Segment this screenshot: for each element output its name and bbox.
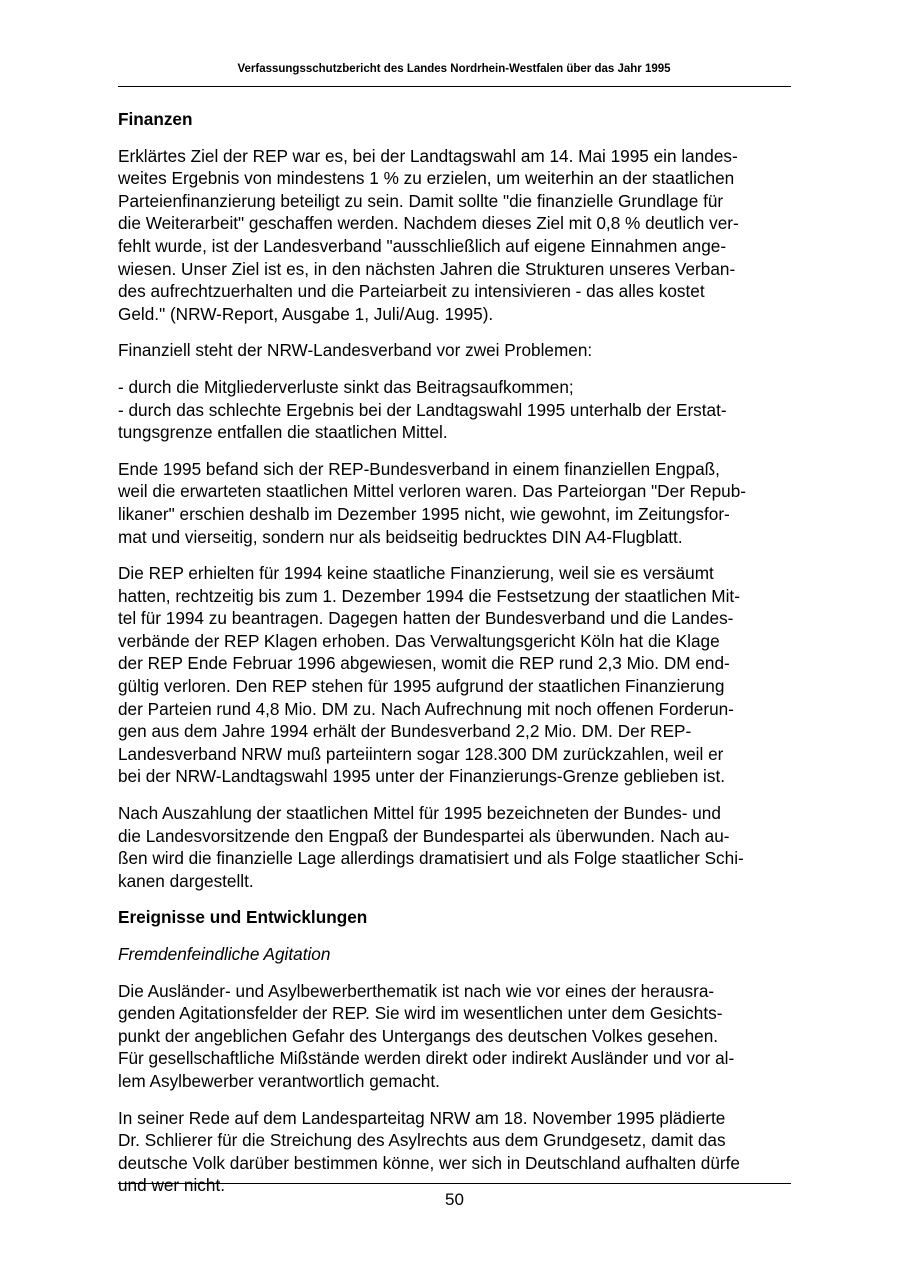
text-line: deutsche Volk darüber bestimmen könne, wer sich in Deutschland aufhalten dürfe <box>118 1152 740 1173</box>
text-line: fehlt wurde, ist der Landesverband "ausschließlich auf eigene Einnahmen ange- <box>118 235 727 256</box>
section-heading-finanzen: Finanzen <box>118 109 193 129</box>
text-line: gültig verloren. Den REP stehen für 1995 aufgrund der staatlichen Finanzierung <box>118 676 725 697</box>
section-heading-ereignisse: Ereignisse und Entwicklungen <box>118 907 368 928</box>
subheading-fremdenfeindliche-agitation: Fremdenfeindliche Agitation <box>118 944 331 964</box>
paragraph-finanzen-2 <box>118 339 798 362</box>
text-line: Für gesellschaftliche Mißstände werden direkt oder indirekt Ausländer und vor al- <box>118 1048 735 1069</box>
paragraph-finanzen-6 <box>118 802 798 892</box>
text-line: bei der NRW-Landtagswahl 1995 unter der Finanzierungs-Grenze geblieben ist. <box>118 766 726 787</box>
list-item: tungsgrenze entfallen die staatlichen Mittel. <box>118 422 448 443</box>
list-item: - durch die Mitgliederverluste sinkt das Beitragsaufkommen; <box>118 376 574 397</box>
text-line: mat und vierseitig, sondern nur als beidseitig bedrucktes DIN A4-Flugblatt. <box>118 526 683 547</box>
text-line: genden Agitationsfelder der REP. Sie wird im wesentlichen unter dem Gesichts- <box>118 1003 723 1024</box>
paragraph-finanzen-4 <box>118 458 798 548</box>
text-line: kanen dargestellt. <box>118 870 254 891</box>
text-line: tel für 1994 zu beantragen. Dagegen hatten der Bundesverband und die Landes- <box>118 608 734 629</box>
text-line: Geld." (NRW-Report, Ausgabe 1, Juli/Aug. 1995). <box>118 303 494 324</box>
text-line: Nach Auszahlung der staatlichen Mittel für 1995 bezeichneten der Bundes- und <box>118 803 721 824</box>
text-line: gen aus dem Jahre 1994 erhält der Bundesverband 2,2 Mio. DM. Der REP- <box>118 721 692 742</box>
text-line: verbände der REP Klagen erhoben. Das Verwaltungsgericht Köln hat die Klage <box>118 630 720 651</box>
footer-rule <box>118 1183 791 1184</box>
text-line: lem Asylbewerber verantwortlich gemacht. <box>118 1070 440 1091</box>
text-line: likaner" erschien deshalb im Dezember 1995 nicht, wie gewohnt, im Zeitungsfor- <box>118 503 730 524</box>
text-line: Erklärtes Ziel der REP war es, bei der Landtagswahl am 14. Mai 1995 ein landes- <box>118 145 738 166</box>
text-line: der REP Ende Februar 1996 abgewiesen, womit die REP rund 2,3 Mio. DM end- <box>118 653 730 674</box>
text-line: punkt der angeblichen Gefahr des Untergangs des deutschen Volkes gesehen. <box>118 1025 719 1046</box>
running-header: Verfassungsschutzbericht des Landes Nordrhein-Westfalen über das Jahr 1995 <box>237 63 671 75</box>
page-content <box>118 108 798 1197</box>
text-line: ßen wird die finanzielle Lage allerdings dramatisiert und als Folge staatlicher Schi- <box>118 848 744 869</box>
list-item: - durch das schlechte Ergebnis bei der Landtagswahl 1995 unterhalb der Erstat- <box>118 399 727 420</box>
text-line: die Weiterarbeit" geschaffen werden. Nachdem dieses Ziel mit 0,8 % deutlich ver- <box>118 213 739 234</box>
problem-list <box>118 376 798 444</box>
text-line: Landesverband NRW muß parteiintern sogar 128.300 DM zurückzahlen, weil er <box>118 743 724 764</box>
text-line: weites Ergebnis von mindestens 1 % zu erzielen, um weiterhin an der staatlichen <box>118 168 735 189</box>
text-line: weil die erwarteten staatlichen Mittel verloren waren. Das Parteiorgan "Der Repub- <box>118 481 747 502</box>
paragraph-finanzen-1 <box>118 145 798 326</box>
text-line: Finanziell steht der NRW-Landesverband vor zwei Problemen: <box>118 340 593 361</box>
text-line: In seiner Rede auf dem Landesparteitag NRW am 18. November 1995 plädierte <box>118 1107 726 1128</box>
page-number: 50 <box>445 1190 464 1209</box>
text-line: hatten, rechtzeitig bis zum 1. Dezember 1994 die Festsetzung der staatlichen Mit- <box>118 585 740 606</box>
text-line: Parteienfinanzierung beteiligt zu sein. Damit sollte "die finanzielle Grundlage für <box>118 190 724 211</box>
text-line: die Landesvorsitzende den Engpaß der Bundespartei als überwunden. Nach au- <box>118 825 730 846</box>
text-line: Ende 1995 befand sich der REP-Bundesverband in einem finanziellen Engpaß, <box>118 458 720 479</box>
header-rule <box>118 86 791 87</box>
text-line: Die Ausländer- und Asylbewerberthematik ist nach wie vor eines der herausra- <box>118 980 715 1001</box>
text-line: des aufrechtzuerhalten und die Parteiarbeit zu intensivieren - das alles kostet <box>118 281 705 302</box>
text-line: wiesen. Unser Ziel ist es, in den nächsten Jahren die Strukturen unseres Verban- <box>118 258 736 279</box>
text-line: Die REP erhielten für 1994 keine staatliche Finanzierung, weil sie es versäumt <box>118 563 714 584</box>
text-line: der Parteien rund 4,8 Mio. DM zu. Nach Aufrechnung mit noch offenen Forderun- <box>118 698 734 719</box>
text-line: und wer nicht. <box>118 1175 226 1196</box>
paragraph-ereignisse-1 <box>118 980 798 1093</box>
paragraph-finanzen-5 <box>118 562 798 788</box>
text-line: Dr. Schlierer für die Streichung des Asylrechts aus dem Grundgesetz, damit das <box>118 1130 726 1151</box>
